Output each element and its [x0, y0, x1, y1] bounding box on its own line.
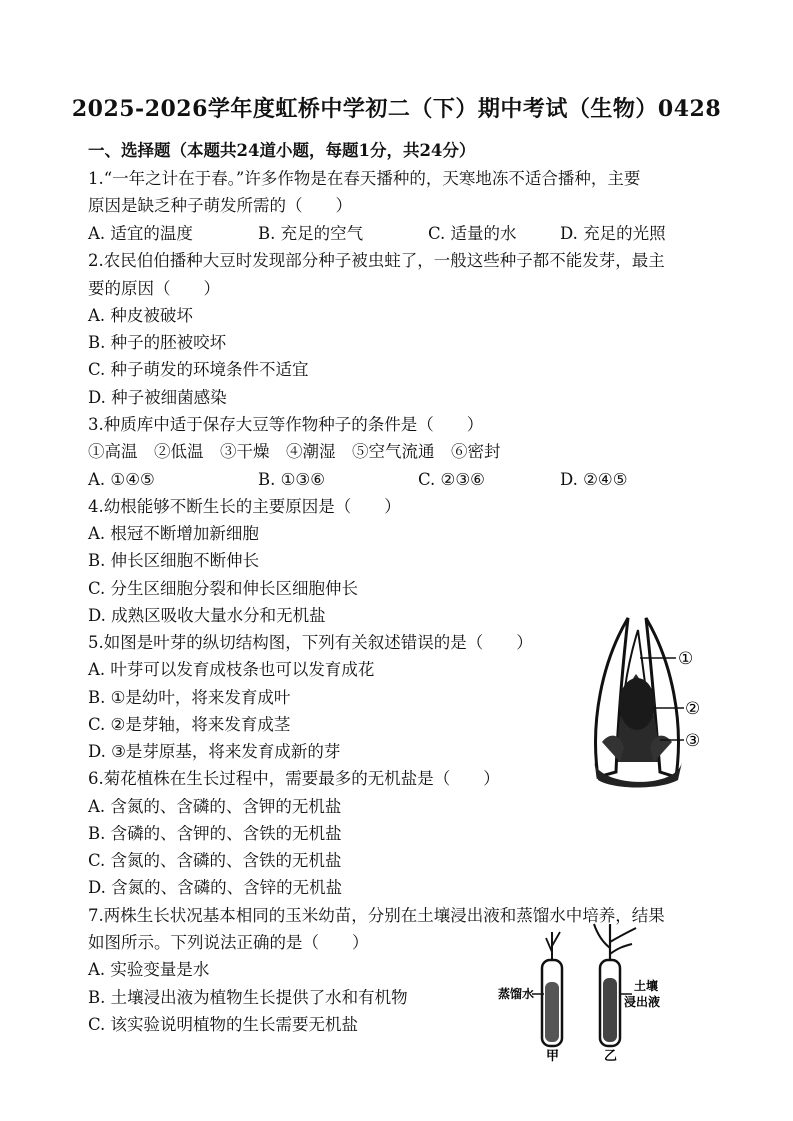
question-3-option-d: D. ②④⑤	[560, 470, 628, 489]
leaf-bud-figure	[580, 612, 710, 792]
question-1-option-c: C. 适量的水	[428, 224, 517, 243]
question-2-option-d: D. 种子被细菌感染	[88, 388, 227, 407]
question-2-option-c: C. 种子萌发的环境条件不适宜	[88, 360, 309, 379]
question-1-option-a: A. 适宜的温度	[88, 224, 193, 243]
question-2-line-2: 要的原因（ ）	[88, 279, 220, 298]
question-5-option-c: C. ②是芽轴，将来发育成茎	[88, 715, 291, 734]
question-2-option-b: B. 种子的胚被咬坏	[88, 333, 227, 352]
figure-label-3: ③	[685, 731, 701, 751]
question-5-line-1: 5.如图是叶芽的纵切结构图，下列有关叙述错误的是（ ）	[88, 633, 533, 652]
question-2-option-a: A. 种皮被破坏	[88, 306, 193, 325]
question-5-option-a: A. 叶芽可以发育成枝条也可以发育成花	[88, 660, 375, 679]
question-6-option-b: B. 含磷的、含钾的、含铁的无机盐	[88, 824, 342, 843]
question-3-option-a: A. ①④⑤	[88, 470, 155, 489]
question-6-line-1: 6.菊花植株在生长过程中，需要最多的无机盐是（ ）	[88, 769, 500, 788]
question-1-line-1: 1.“一年之计在于春。”许多作物是在春天播种的，天寒地冻不适合播种，主要	[88, 169, 641, 188]
question-4-option-a: A. 根冠不断增加新细胞	[88, 524, 259, 543]
question-6-option-d: D. 含氮的、含磷的、含锌的无机盐	[88, 878, 343, 897]
question-4-option-b: B. 伸长区细胞不断伸长	[88, 551, 260, 570]
question-2-line-1: 2.农民伯伯播种大豆时发现部分种子被虫蛀了，一般这些种子都不能发芽，最主	[88, 251, 665, 270]
question-1-option-b: B. 充足的空气	[258, 224, 364, 243]
question-4-option-d: D. 成熟区吸收大量水分和无机盐	[88, 606, 326, 625]
distilled-water-label: 蒸馏水	[498, 987, 535, 1001]
question-7-line-1: 7.两株生长状况基本相同的玉米幼苗，分别在土壤浸出液和蒸馏水中培养，结果	[88, 906, 665, 925]
question-4-option-c: C. 分生区细胞分裂和伸长区细胞伸长	[88, 579, 359, 598]
question-6-option-a: A. 含氮的、含磷的、含钾的无机盐	[88, 797, 342, 816]
page-title: 2025-2026学年度虹桥中学初二（下）期中考试（生物）0428	[71, 96, 722, 122]
figure-label-2: ②	[685, 699, 701, 719]
question-7-option-a: A. 实验变量是水	[88, 960, 210, 979]
question-7-option-b: B. 土壤浸出液为植物生长提供了水和有机物	[88, 988, 408, 1007]
seedling-experiment-figure	[496, 922, 676, 1062]
soil-label: 土壤	[634, 979, 659, 993]
question-5-option-b: B. ①是幼叶，将来发育成叶	[88, 688, 291, 707]
tube-label-jia: 甲	[546, 1049, 560, 1062]
question-3-option-b: B. ①③⑥	[258, 470, 325, 489]
question-7-line-2: 如图所示。下列说法正确的是（ ）	[88, 933, 369, 952]
question-3-line-1: 3.种质库中适于保存大豆等作物种子的条件是（ ）	[88, 415, 484, 434]
soil-extract-label: 浸出液	[624, 995, 661, 1009]
question-1-option-d: D. 充足的光照	[560, 224, 666, 243]
question-3-line-2: ①高温 ②低温 ③干燥 ④潮湿 ⑤空气流通 ⑥密封	[88, 442, 501, 461]
question-6-option-c: C. 含氮的、含磷的、含铁的无机盐	[88, 851, 342, 870]
question-5-option-d: D. ③是芽原基，将来发育成新的芽	[88, 742, 341, 761]
tube-label-yi: 乙	[604, 1049, 618, 1062]
question-7-option-c: C. 该实验说明植物的生长需要无机盐	[88, 1015, 359, 1034]
question-1-line-2: 原因是缺乏种子萌发所需的（ ）	[88, 196, 352, 215]
section-heading: 一、选择题（本题共24道小题，每题1分，共24分）	[88, 141, 476, 160]
question-3-option-c: C. ②③⑥	[418, 470, 485, 489]
question-4-line-1: 4.幼根能够不断生长的主要原因是（ ）	[88, 497, 401, 516]
figure-label-1: ①	[678, 649, 694, 669]
